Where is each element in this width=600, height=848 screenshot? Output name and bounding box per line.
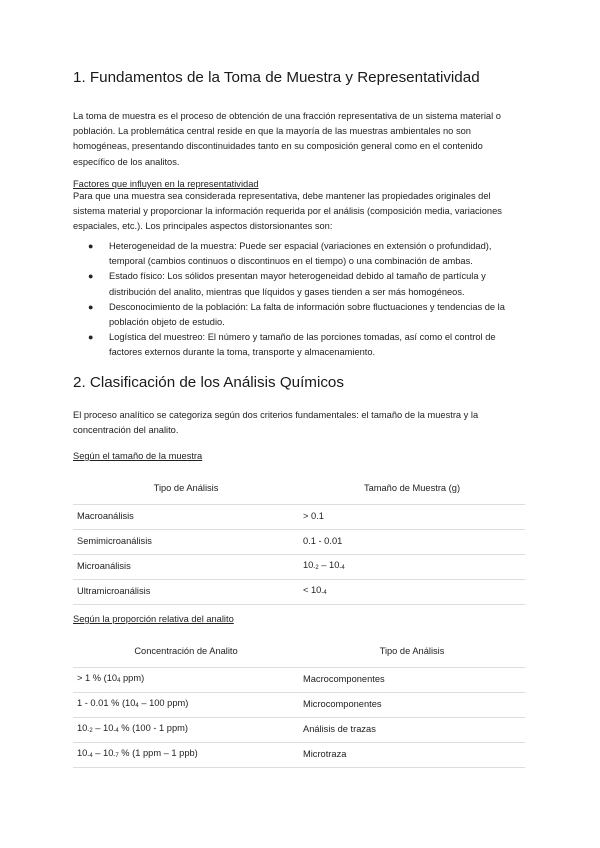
bullet-icon: ● bbox=[88, 271, 94, 282]
table-cell: > 0.1 bbox=[299, 505, 525, 530]
analyte-concentration-table bbox=[73, 637, 525, 768]
table-cell: $10_{-2} - 10_{-4}$ % (100 - 1 ppm) bbox=[73, 718, 299, 743]
list-item: ● Logística del muestreo: El número y tamaño de las porciones tomadas, así como el control de factores externos durante la toma, transporte y almacenamiento. bbox=[88, 332, 496, 358]
table-cell: $10_{-2} - 10_{-4}$ bbox=[299, 555, 525, 580]
table-cell: Microcomponentes bbox=[299, 693, 525, 718]
table-row bbox=[73, 505, 525, 530]
table-cell: Ultramicroanálisis bbox=[73, 580, 299, 605]
list-item: ● Desconocimiento de la población: La falta de información sobre fluctuaciones y tendencias de la población objeto de estudio. bbox=[88, 301, 505, 328]
table-header-row bbox=[73, 637, 525, 668]
table-cell: Microtraza bbox=[299, 743, 525, 768]
section1-intro: La toma de muestra es el proceso de obtención de una fracción representativa de un sistema material o población. La problemática central reside en que la mayoría de las muestras ambientales no son homogéneas, presentando discontinuidades tanto en su composición general como en el contenido específico de los analitos. bbox=[73, 111, 501, 167]
table-cell: 1 - 0.01 % ($10_4 - 100$ ppm) bbox=[73, 693, 299, 718]
column-header: Concentración de Analito bbox=[73, 637, 299, 668]
column-header: Tipo de Análisis bbox=[73, 474, 299, 505]
column-header: Tamaño de Muestra (g) bbox=[299, 474, 525, 505]
list-item: ● Heterogeneidad de la muestra: Puede ser espacial (variaciones en extensión o profundidad), temporal (cambios continuos o discontinuos en el tiempo) o una combinación de ambas. bbox=[88, 241, 492, 267]
table-row bbox=[73, 580, 525, 605]
section2-title: 2. Clasificación de los Análisis Químicos bbox=[73, 374, 344, 391]
table-cell: Análisis de trazas bbox=[299, 718, 525, 743]
table-row bbox=[73, 743, 525, 768]
column-header: Tipo de Análisis bbox=[299, 637, 525, 668]
list-item: ● Estado físico: Los sólidos presentan mayor heterogeneidad debido al tamaño de partícula y distribución del analito, mientras que líquidos y gases tienden a ser más homogéneos. bbox=[88, 271, 486, 297]
table-cell: > 1 % ($10_4$ ppm) bbox=[73, 668, 299, 693]
table-cell: < $10_{-4}$ bbox=[299, 580, 525, 605]
factors-subheading: Factores que influyen en la representatividad bbox=[73, 179, 259, 189]
table1-subheading: Según el tamaño de la muestra bbox=[73, 451, 203, 461]
table-row bbox=[73, 693, 525, 718]
table-row bbox=[73, 718, 525, 743]
bullet-icon: ● bbox=[88, 332, 94, 343]
table-header-row bbox=[73, 474, 525, 505]
table-cell: $10_{-4} - 10_{-7}$ % (1 ppm – 1 ppb) bbox=[73, 743, 299, 768]
table-row bbox=[73, 668, 525, 693]
bullet-icon: ● bbox=[88, 241, 94, 251]
section2-intro: El proceso analítico se categoriza según dos criterios fundamentales: el tamaño de la muestra y la concentración del analito. bbox=[73, 410, 479, 436]
table-cell: Macrocomponentes bbox=[299, 668, 525, 693]
table-cell: 0.1 - 0.01 bbox=[299, 530, 525, 555]
factors-intro: Para que una muestra sea considerada representativa, debe mantener las propiedades originales del sistema material y proporcionar la información requerida por el análisis (composición media, variaciones espaciales, etc.). Los principales aspectos distorsionantes son: bbox=[73, 191, 502, 232]
table-cell: Semimicroanálisis bbox=[73, 530, 299, 555]
bullet-icon: ● bbox=[88, 301, 94, 312]
factors-list bbox=[73, 239, 525, 361]
table-cell: Macroanálisis bbox=[73, 505, 299, 530]
table-row bbox=[73, 555, 525, 580]
table-row bbox=[73, 530, 525, 555]
section1-title: 1. Fundamentos de la Toma de Muestra y Representatividad bbox=[73, 69, 480, 86]
table-cell: Microanálisis bbox=[73, 555, 299, 580]
table2-subheading: Según la proporción relativa del analito bbox=[73, 614, 234, 624]
sample-size-table bbox=[73, 474, 525, 605]
